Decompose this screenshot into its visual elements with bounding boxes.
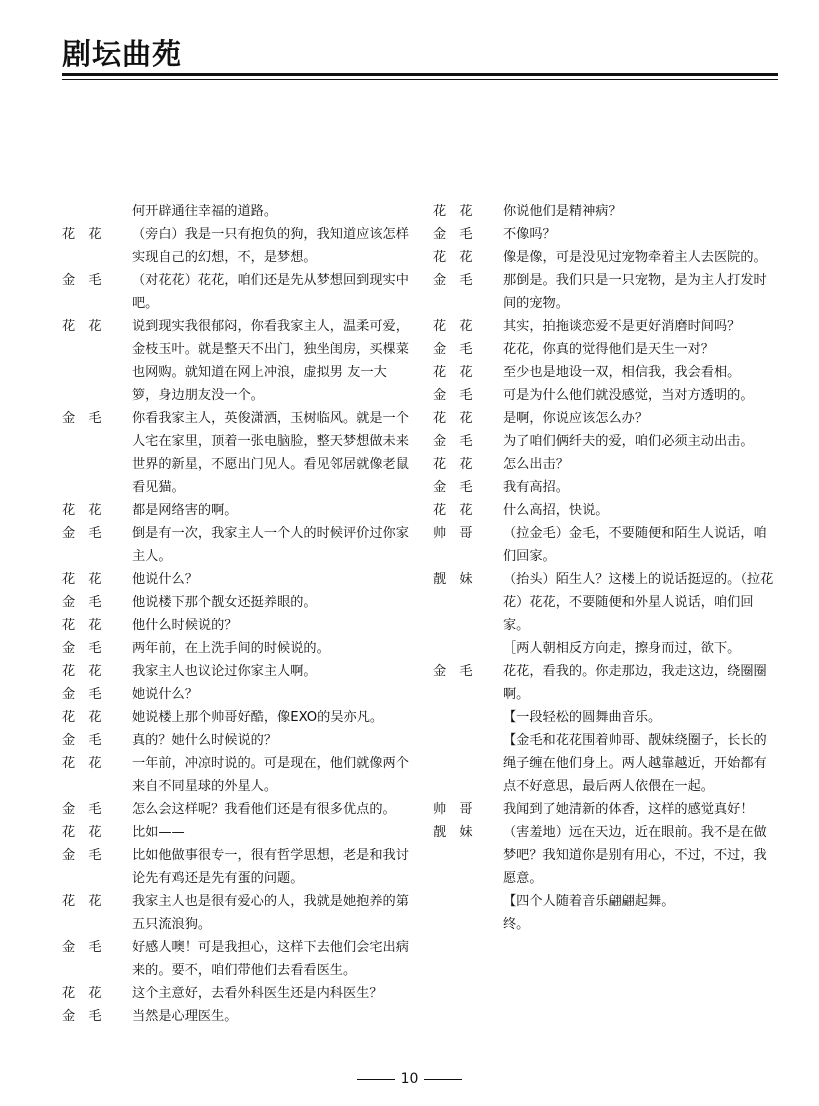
dialogue-text: 都是网络害的啊。: [132, 503, 238, 518]
speaker-name: 金 毛: [62, 848, 102, 863]
speaker-name: 花 花: [433, 457, 473, 472]
dialogue-text: 怎么会这样呢？我看他们还是有很多优点的。: [132, 802, 396, 817]
speaker-name: 花 花: [62, 756, 102, 771]
dialogue-text: 他什么时候说的？: [132, 618, 238, 633]
speaker-name: 花 花: [62, 825, 102, 840]
dialogue-text: ［两人朝相反方向走，擦身而过，欲下。: [503, 641, 741, 656]
dialogue-text: 一年前，冲凉时说的。可是现在，他们就像两个来自不同星球的外星人。: [132, 756, 409, 794]
dialogue-text: 比如他做事很专一，很有哲学思想，老是和我讨论先有鸡还是先有蛋的问题。: [132, 848, 409, 886]
dialogue-text: 倒是有一次，我家主人一个人的时候评价过你家主人。: [132, 526, 409, 564]
dialogue-text: 何开辟通往幸福的道路。: [132, 204, 278, 219]
dialogue-text: 两年前，在上洗手间的时候说的。: [132, 641, 330, 656]
dialogue-line: [62, 407, 412, 499]
speaker-name: 金 毛: [62, 641, 102, 656]
speaker-name: 花 花: [62, 894, 102, 909]
dialogue-text: 像是像，可是没见过宠物牵着主人去医院的。: [503, 250, 767, 265]
dialogue-line: [433, 706, 778, 729]
dialogue-text: 怎么出击？: [503, 457, 569, 472]
dialogue-text: 什么高招，快说。: [503, 503, 609, 518]
dialogue-text: 花花，看我的。你走那边，我走这边，绕圈圈啊。: [503, 664, 767, 702]
dialogue-text: 【一段轻松的圆舞曲音乐。: [503, 710, 662, 725]
dialogue-line: [62, 223, 412, 269]
speaker-name: 靓 妹: [433, 572, 473, 587]
dialogue-text: 至少也是地设一双，相信我，我会看相。: [503, 365, 741, 380]
dialogue-line: [433, 246, 778, 269]
dialogue-line: [62, 683, 412, 706]
dialogue-text: 花花，你真的觉得他们是天生一对？: [503, 342, 714, 357]
speaker-name: 花 花: [433, 411, 473, 426]
dialogue-line: [433, 637, 778, 660]
dialogue-text: 是啊，你说应该怎么办？: [503, 411, 649, 426]
header-rule-thick: [62, 73, 778, 76]
dialogue-text: 【四个人随着音乐翩翩起舞。: [503, 894, 675, 909]
dialogue-text: 【金毛和花花围着帅哥、靓妹绕圈子，长长的绳子缠在他们身上。两人越靠越近，开始都有点不好意思，最后两人依偎在一起。: [503, 733, 767, 794]
dialogue-line: [62, 591, 412, 614]
speaker-name: 帅 哥: [433, 526, 473, 541]
dialogue-text: （旁白）我是一只有抱负的狗，我知道应该怎样实现自己的幻想，不，是梦想。: [132, 227, 409, 265]
speaker-name: 花 花: [62, 227, 102, 242]
dialogue-line: [62, 844, 412, 890]
dialogue-line: [62, 936, 412, 982]
dialogue-text: 他说楼下那个靓女还挺养眼的。: [132, 595, 317, 610]
dialogue-line: [62, 568, 412, 591]
dialogue-text: （抬头）陌生人？这楼上的说话挺逗的。（拉花花）花花，不要随便和外星人说话，咱们回家。: [503, 572, 774, 633]
dialogue-line: [433, 384, 778, 407]
dialogue-line: [62, 982, 412, 1005]
dialogue-text: 你说他们是精神病？: [503, 204, 622, 219]
speaker-name: 金 毛: [62, 595, 102, 610]
speaker-name: 金 毛: [62, 1009, 102, 1024]
speaker-name: 花 花: [62, 618, 102, 633]
dialogue-line: [62, 1005, 412, 1028]
speaker-name: 花 花: [62, 319, 102, 334]
dialogue-text: 这个主意好，去看外科医生还是内科医生？: [132, 986, 383, 1001]
header-rule-thin: [62, 79, 778, 80]
speaker-name: 花 花: [433, 503, 473, 518]
dialogue-line: [62, 752, 412, 798]
dialogue-text: 我有高招。: [503, 480, 569, 495]
dialogue-text: （对花花）花花，咱们还是先从梦想回到现实中吧。: [132, 273, 409, 311]
speaker-name: 金 毛: [62, 273, 102, 288]
dialogue-line: [62, 890, 412, 936]
speaker-name: 金 毛: [433, 388, 473, 403]
speaker-name: 金 毛: [62, 802, 102, 817]
speaker-name: 靓 妹: [433, 825, 473, 840]
speaker-name: 金 毛: [62, 526, 102, 541]
dialogue-text: 不像吗？: [503, 227, 556, 242]
dialogue-line: [62, 729, 412, 752]
page-footer: [0, 1070, 819, 1088]
dialogue-line: [62, 315, 412, 407]
dialogue-text: 真的？她什么时候说的？: [132, 733, 278, 748]
dialogue-text: 为了咱们俩纤夫的爱，咱们必须主动出击。: [503, 434, 754, 449]
speaker-name: 花 花: [62, 986, 102, 1001]
speaker-name: 金 毛: [62, 733, 102, 748]
dialogue-line: [433, 499, 778, 522]
dialogue-line: [433, 430, 778, 453]
speaker-name: 花 花: [433, 319, 473, 334]
dialogue-line: [62, 798, 412, 821]
speaker-name: 花 花: [433, 365, 473, 380]
speaker-name: 金 毛: [62, 411, 102, 426]
dialogue-line: [433, 913, 778, 936]
dialogue-text: （拉金毛）金毛，不要随便和陌生人说话，咱们回家。: [503, 526, 767, 564]
speaker-name: 金 毛: [62, 940, 102, 955]
dialogue-text: 你看我家主人，英俊潇洒，玉树临风。就是一个人宅在家里，顶着一张电脑脸，整天梦想做未来世界的新星，不愿出门见人。看见邻居就像老鼠看见猫。: [132, 411, 409, 495]
speaker-name: 帅 哥: [433, 802, 473, 817]
speaker-name: 花 花: [62, 710, 102, 725]
dialogue-text: 她说什么？: [132, 687, 198, 702]
dialogue-line: [433, 798, 778, 821]
speaker-name: 金 毛: [433, 227, 473, 242]
dialogue-line: [433, 729, 778, 798]
dialogue-line: [433, 660, 778, 706]
page-title: 剧坛曲苑: [62, 37, 183, 71]
dialogue-line: [62, 269, 412, 315]
speaker-name: 花 花: [62, 572, 102, 587]
speaker-name: 金 毛: [433, 273, 473, 288]
dialogue-line: [433, 269, 778, 315]
speaker-name: 金 毛: [62, 687, 102, 702]
dialogue-text: 说到现实我很郁闷，你看我家主人，温柔可爱，金枝玉叶。就是整天不出门，独坐闺房，买棵菜也网购。就知道在网上冲浪，虚拟男 友一大箩，身边朋友没一个。: [132, 319, 409, 403]
dialogue-text: 我闻到了她清新的体香，这样的感觉真好！: [503, 802, 754, 817]
footer-dash-left: [357, 1079, 395, 1080]
footer-dash-right: [424, 1079, 462, 1080]
dialogue-line: [433, 361, 778, 384]
dialogue-line: [433, 453, 778, 476]
dialogue-text: （害羞地）远在天边，近在眼前。我不是在做梦吧？我知道你是别有用心，不过，不过，我愿意。: [503, 825, 767, 886]
page-number: 10: [400, 1071, 419, 1087]
dialogue-line: [62, 637, 412, 660]
speaker-name: 金 毛: [433, 434, 473, 449]
dialogue-line: [62, 706, 412, 729]
dialogue-line: [433, 223, 778, 246]
dialogue-line: [433, 338, 778, 361]
dialogue-line: [62, 821, 412, 844]
dialogue-line: [62, 660, 412, 683]
dialogue-line: [433, 315, 778, 338]
dialogue-text: 其实，拍拖谈恋爱不是更好消磨时间吗？: [503, 319, 741, 334]
speaker-name: 花 花: [62, 503, 102, 518]
dialogue-line: [62, 499, 412, 522]
dialogue-text: 我家主人也是很有爱心的人，我就是她抱养的第五只流浪狗。: [132, 894, 409, 932]
dialogue-text: 终。: [503, 917, 530, 932]
dialogue-line: [433, 522, 778, 568]
dialogue-text: 她说楼上那个帅哥好酷，像EXO的吴亦凡。: [132, 710, 384, 725]
dialogue-text: 比如——: [132, 825, 185, 840]
speaker-name: 花 花: [433, 204, 473, 219]
right-column: [433, 200, 778, 936]
dialogue-line: [433, 407, 778, 430]
dialogue-text: 可是为什么他们就没感觉，当对方透明的。: [503, 388, 754, 403]
dialogue-line: [433, 821, 778, 890]
dialogue-line: [62, 200, 412, 223]
left-column: [62, 200, 412, 1028]
speaker-name: 金 毛: [433, 664, 473, 679]
dialogue-text: 那倒是。我们只是一只宠物，是为主人打发时间的宠物。: [503, 273, 767, 311]
dialogue-line: [433, 568, 778, 637]
dialogue-line: [433, 200, 778, 223]
dialogue-line: [433, 890, 778, 913]
dialogue-text: 我家主人也议论过你家主人啊。: [132, 664, 317, 679]
speaker-name: 花 花: [62, 664, 102, 679]
dialogue-text: 他说什么？: [132, 572, 198, 587]
dialogue-text: 好感人噢！可是我担心，这样下去他们会宅出病来的。要不，咱们带他们去看看医生。: [132, 940, 409, 978]
speaker-name: 金 毛: [433, 480, 473, 495]
dialogue-line: [62, 522, 412, 568]
speaker-name: 金 毛: [433, 342, 473, 357]
dialogue-text: 当然是心理医生。: [132, 1009, 238, 1024]
dialogue-line: [433, 476, 778, 499]
speaker-name: 花 花: [433, 250, 473, 265]
dialogue-line: [62, 614, 412, 637]
